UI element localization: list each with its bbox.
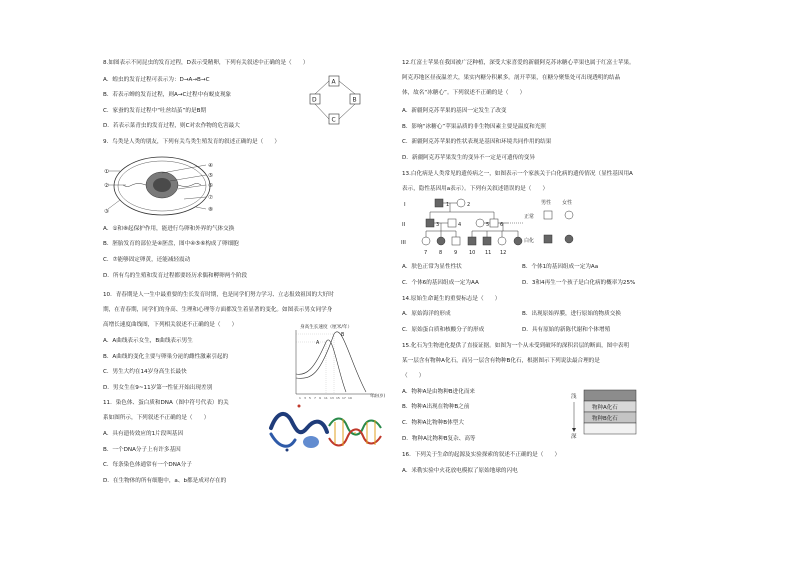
q12-stem-line2: 阿克苏地区昼夜温差大，果实内糖分积累多。剖开苹果，在糖分聚集处可出现透明的结晶 bbox=[402, 75, 621, 81]
q10-option-a: A．A曲线表示女生，B曲线表示男生 bbox=[103, 338, 193, 344]
person-3-id: 3 bbox=[436, 222, 440, 228]
q9-option-a: A．①和⑧起保护作用，能进行鸟卵和外界的气体交换 bbox=[103, 226, 235, 232]
q8-option-d: D．若表示菜青虫的发育过程，则C对农作物的危害最大 bbox=[103, 123, 240, 129]
egg-label-8: ⑧ bbox=[208, 207, 213, 213]
egg-label-3: ③ bbox=[104, 209, 109, 215]
svg-text:5: 5 bbox=[309, 396, 311, 400]
label-a: A bbox=[331, 78, 336, 86]
q11-option-c: C．每条染色体通常有一个DNA分子 bbox=[103, 462, 192, 468]
layer-a-label: 物种A化石 bbox=[592, 405, 618, 411]
q14-option-b: B．出现原始界膜，进行原始的物质交换 bbox=[522, 311, 621, 317]
q10-option-b: B．A曲线的变化主要与卵巢分泌的雌性激素引起的 bbox=[103, 354, 229, 360]
person-10-id: 10 bbox=[469, 250, 476, 256]
q15-option-b: B．物种A出现在物种B之前 bbox=[402, 404, 470, 410]
q9-option-b: B．胚胎发育的部位是④胚盘，图中④⑤⑥构成了卵细胞 bbox=[103, 241, 239, 247]
egg-label-7: ⑦ bbox=[208, 195, 213, 201]
label-shallow: 浅 bbox=[571, 394, 577, 400]
gen-label-1: I bbox=[404, 202, 406, 208]
legend-albino: 白化 bbox=[524, 238, 535, 244]
curve-a-line bbox=[296, 340, 346, 392]
egg-label-5: ⑤ bbox=[208, 173, 213, 179]
person-11-id: 11 bbox=[485, 250, 492, 256]
q16-stem: 16．下列关于生命的起源及实验探索的叙述不正确的是（ ） bbox=[402, 452, 561, 458]
q14-stem: 14.原始生命诞生的重要标志是（ ） bbox=[402, 296, 501, 302]
chromosome-dna-illustration bbox=[263, 398, 388, 458]
q13-option-d: D．3和4再生一个孩子是白化病的概率为25% bbox=[522, 280, 636, 286]
q11-option-b: B．一个DNA分子上有许多基因 bbox=[103, 447, 181, 453]
q13-option-c: C．个体6的基因组成一定为AA bbox=[402, 280, 479, 286]
height-growth-chart bbox=[286, 322, 394, 402]
q15-option-d: D．物种A比物种B复杂、高等 bbox=[402, 436, 476, 442]
q13-option-b: B．个体1的基因组成一定为Aa bbox=[522, 264, 599, 270]
chart-title: 身高生长速度（厘米/年） bbox=[300, 325, 353, 330]
person-7-id: 7 bbox=[424, 250, 428, 256]
q12-option-a: A．新疆阿克苏苹果的基因一定发生了改变 bbox=[402, 108, 507, 114]
q10-option-d: D．男女生在9~11岁第一性征开始出现差别 bbox=[103, 385, 213, 391]
svg-text:19: 19 bbox=[348, 396, 352, 400]
x-axis-unit: 年龄(岁) bbox=[370, 393, 386, 398]
svg-text:7: 7 bbox=[314, 396, 316, 400]
q10-stem-line2: 期，在青春期，同学们的身高、生理和心理等方面都发生着显著的变化。如图表示男女同学身 bbox=[103, 307, 333, 313]
q15-option-a: A．物种A是由物种B进化而来 bbox=[402, 389, 476, 395]
svg-text:1: 1 bbox=[299, 396, 301, 400]
q9-option-c: C．⑦能够固定卵黄，还能减轻震动 bbox=[103, 257, 191, 263]
q8-option-c: C．家蚕的发育过程中“吐丝结茧”的是B期 bbox=[103, 108, 207, 114]
egg-label-2: ② bbox=[104, 183, 109, 189]
q15-stem-line2: 某一层含有物种A化石，而另一层含有物种B化石，根据图示下列说法最合理的是 bbox=[402, 358, 600, 364]
q12-option-b: B．影响“冰糖心”苹果品质的非生物因素主要是温度和光照 bbox=[402, 124, 546, 130]
q10-stem-line3: 高增长速度曲线图，下列相关叙述不正确的是（ ） bbox=[103, 322, 238, 328]
q13-stem-line2: 表示，隐性基因用a表示）。下列有关叙述错误的是（ ） bbox=[402, 186, 549, 192]
q15-option-c: C．物种A比物种B体型大 bbox=[402, 420, 464, 426]
q16-option-a: A．米勒实验中火花放电模拟了原始地球的闪电 bbox=[402, 468, 518, 474]
q11-stem-line1: 11．染色体、蛋白质和DNA（图中符号代表）的关 bbox=[103, 400, 229, 406]
person-12-id: 12 bbox=[500, 250, 507, 256]
insect-development-diagram bbox=[305, 72, 370, 132]
layer-b-label: 物种B化石 bbox=[592, 416, 618, 422]
rock-layers-diagram bbox=[570, 388, 640, 446]
legend-male: 男性 bbox=[541, 200, 552, 206]
svg-text:11: 11 bbox=[324, 396, 328, 400]
q14-option-d: D．具有原始的新陈代谢和个体增殖 bbox=[522, 327, 611, 333]
q8-option-a: A．蝗虫的发育过程可表示为：D→A→B→C bbox=[103, 77, 210, 83]
label-c: C bbox=[331, 116, 336, 124]
curve-a-label: A bbox=[316, 341, 320, 346]
legend-normal: 正常 bbox=[524, 214, 535, 220]
person-5-id: 5 bbox=[486, 222, 490, 228]
svg-text:13: 13 bbox=[330, 396, 334, 400]
q12-option-c: C．新疆阿克苏苹果的性状表现是基因和环境共同作用的结果 bbox=[402, 139, 552, 145]
q14-option-c: C．原始蛋白质和核酸分子的形成 bbox=[402, 327, 485, 333]
albinism-pedigree bbox=[400, 196, 590, 258]
q13-stem-line1: 13.白化病是人类常见的遗传病之一，如图表示一个家族关于白化病的遗传情况（显性基因用A bbox=[402, 171, 633, 177]
person-1-id: 1 bbox=[446, 202, 450, 208]
person-6-id: 6 bbox=[500, 222, 504, 228]
person-4-id: 4 bbox=[458, 222, 462, 228]
curve-b-line bbox=[296, 332, 366, 392]
q10-option-c: C．男生大约在14岁身高生长最快 bbox=[103, 369, 187, 375]
svg-text:17: 17 bbox=[342, 396, 346, 400]
svg-text:15: 15 bbox=[336, 396, 340, 400]
q11-stem-line2: 系如图所示，下列叙述不正确的是（ ） bbox=[103, 415, 210, 421]
label-d: D bbox=[312, 96, 317, 104]
label-deep: 深 bbox=[571, 434, 577, 440]
legend-female: 女性 bbox=[562, 200, 573, 206]
person-8-id: 8 bbox=[439, 250, 443, 256]
q12-stem-line1: 12.红富士苹果在我国被广泛种植，深受大家喜爱的新疆阿克苏冰糖心苹果也属于红富士苹果。 bbox=[402, 60, 635, 66]
svg-text:3: 3 bbox=[304, 396, 306, 400]
q10-stem-line1: 10．青春期是人一生中最重要的生长发育时期，也是同学们努力学习、立志报效祖国的大好时 bbox=[103, 292, 334, 298]
q12-option-d: D．新疆阿克苏苹果发生的变异不一定是可遗传的变异 bbox=[402, 155, 535, 161]
egg-label-1: ① bbox=[104, 169, 109, 175]
q15-stem-line1: 15.化石为生物进化提供了直接证据。如图为一个从未受到破坏的深积岩层的断面，图中表明 bbox=[402, 343, 630, 349]
label-b: B bbox=[352, 96, 357, 104]
curve-b-label: B bbox=[341, 333, 345, 338]
bird-egg-diagram bbox=[104, 151, 224, 221]
q11-option-d: D．在生物体的所有细胞中，a、b都是成对存在的 bbox=[103, 478, 227, 484]
q11-option-a: A．具有遗传效应的1片段叫基因 bbox=[103, 431, 184, 437]
q15-paren: （ ） bbox=[402, 373, 425, 379]
egg-label-4: ④ bbox=[208, 163, 213, 169]
q12-stem-line3: 体，故名“冰糖心”。下列叙述不正确的是（ ） bbox=[402, 90, 526, 96]
person-2-id: 2 bbox=[467, 202, 471, 208]
q13-option-a: A．肤色正常为显性性状 bbox=[402, 264, 462, 270]
q9-option-d: D．所有鸟的生殖和发育过程都要经历求偶和孵卵两个阶段 bbox=[103, 273, 248, 279]
q9-stem: 9．鸟类是人类的朋友，下列有关鸟类生殖发育的叙述正确的是（ ） bbox=[103, 139, 280, 145]
q14-option-a: A．原始海洋的形成 bbox=[402, 311, 451, 317]
person-9-id: 9 bbox=[454, 250, 458, 256]
svg-text:9: 9 bbox=[319, 396, 321, 400]
gen-label-3: III bbox=[401, 240, 406, 246]
gen-label-2: II bbox=[402, 222, 406, 228]
q8-stem: 8.如图表示不同昆虫的发育过程，D表示受精卵，下列有关叙述中正确的是（ ） bbox=[103, 60, 309, 66]
q8-option-b: B．若表示蝉的发育过程，则A→C过程中有蜕皮现象 bbox=[103, 92, 232, 98]
egg-label-6: ⑥ bbox=[208, 183, 213, 189]
